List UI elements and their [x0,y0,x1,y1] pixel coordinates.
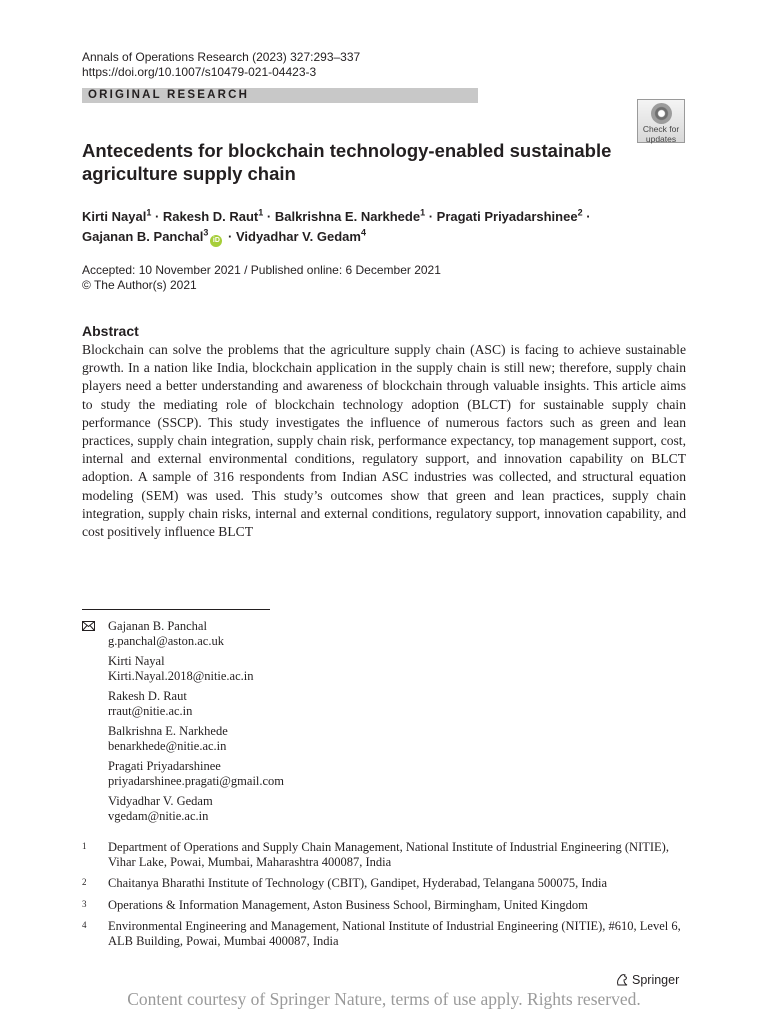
copyright-line: © The Author(s) 2021 [82,277,197,292]
orcid-icon[interactable]: iD [210,235,222,247]
contact-email[interactable]: priyadarshinee.pragati@gmail.com [108,773,285,788]
section-label: ORIGINAL RESEARCH [82,88,478,103]
contact-email[interactable]: Kirti.Nayal.2018@nitie.ac.in [108,668,254,683]
affiliation-number: 2 [82,877,87,887]
contact-name: Kirti Nayal [108,654,165,668]
journal-header [82,50,360,80]
abstract-text: Blockchain can solve the problems that the agriculture supply chain (ASC) is facing to achieve sustainable growth. In a nation like India, blockchain application in the supply chain is still new; therefore, supply chain players need a better understanding and awareness of blockchain through valuable insights. This article aims to study the mediating role of blockchain technology adoption (BLCT) for sustainable supply chain performance (SSCP). This study investigates the influence of numerous factors such as green and lean practices, supply chain integration, supply chain risk, performance expectancy, top management support, cost, internal and external environmental conditions, regulatory support, and innovation capability on BLCT adoption. A sample of 316 respondents from Indian ASC industries was collected, and structural equation modeling (SEM) was used. This study’s outcomes show that green and lean practices, supply chain integration, supply chain risks, internal and external conditions, regulatory support, innovation capability, and cost positively influence BLCT [82,342,686,540]
contact-email[interactable]: rraut@nitie.ac.in [108,703,193,718]
envelope-icon [82,621,95,631]
author-affil-ref: 3 [203,227,209,238]
contact-entry [108,654,284,683]
affiliation-entry [82,898,692,913]
author-name[interactable]: Vidyadhar V. Gedam [235,229,361,244]
springer-logo-icon [615,973,629,987]
courtesy-notice: Content courtesy of Springer Nature, terms of use apply. Rights reserved. [127,989,641,1009]
affiliation-text: Operations & Information Management, Aston Business School, Birmingham, United Kingdom [108,897,588,912]
affiliation-number: 1 [82,841,87,851]
abstract-heading: Abstract [82,323,139,339]
check-updates-line2: updates [645,134,677,144]
author-affil-ref: 1 [146,207,152,218]
contact-entry [108,724,284,753]
contact-list [108,619,284,829]
author-affil-ref: 1 [420,207,426,218]
author-name[interactable]: Kirti Nayal [82,209,147,224]
contact-email[interactable]: vgedam@nitie.ac.in [108,808,209,823]
affiliation-text: Department of Operations and Supply Chain Management, National Institute of Industrial Engineering (NITIE), Vihar Lake, Powai, Mumbai, Maharashtra 400087, India [108,840,669,869]
accepted-published-date: Accepted: 10 November 2021 / Published online: 6 December 2021 [82,263,441,277]
contact-name: Balkrishna E. Narkhede [108,724,228,738]
affiliation-list [82,840,692,955]
contact-email[interactable]: benarkhede@nitie.ac.in [108,738,227,753]
author-list: Kirti Nayal$^1$ · Rakesh D. Raut$^1$ · Balkrishna E. Narkhede$^1$ · Pragati Priyadarshinee$^2$ · Gajanan B. Panchal$^3$iD · Vidyadhar V. Gedam$^4$ [82,207,692,247]
footnote-divider [82,609,270,610]
affiliation-text: Environmental Engineering and Management, National Institute of Industrial Engineering (NITIE), #610, Level 6, ALB Building, Powai, Mumbai 400087, India [108,919,681,948]
publisher-logo [615,972,679,988]
affiliation-entry [82,919,692,948]
author-name[interactable]: Pragati Priyadarshinee [436,209,578,224]
author-name[interactable]: Rakesh D. Raut [162,209,259,224]
contact-name: Vidyadhar V. Gedam [108,794,213,808]
contact-name: Gajanan B. Panchal [108,619,207,633]
affiliation-entry [82,876,692,891]
author-name[interactable]: Balkrishna E. Narkhede [274,209,421,224]
author-affil-ref: 1 [258,207,264,218]
paper-title: Antecedents for blockchain technology-enabled sustainable agriculture supply chain [82,140,612,184]
contact-entry [108,619,284,648]
affiliation-number: 3 [82,898,87,909]
author-affil-ref: 2 [577,207,583,218]
publication-dates [82,263,441,292]
journal-citation: Annals of Operations Research (2023) 327:293–337 [82,50,361,64]
contact-email[interactable]: g.panchal@aston.ac.uk [108,633,224,648]
journal-doi[interactable]: https://doi.org/10.1007/s10479-021-04423-3 [82,65,317,79]
affiliation-text: Chaitanya Bharathi Institute of Technology (CBIT), Gandipet, Hyderabad, Telangana 500075, India [108,876,608,890]
contact-entry [108,759,284,788]
contact-name: Rakesh D. Raut [108,689,187,703]
contact-entry [108,794,284,823]
author-affil-ref: 4 [360,227,366,238]
contact-entry [108,689,284,718]
affiliation-entry [82,840,692,869]
affiliation-number: 4 [82,920,87,930]
publisher-name: Springer [632,973,680,987]
check-updates-line1: Check for [642,124,680,134]
contact-name: Pragati Priyadarshinee [108,759,221,773]
author-name[interactable]: Gajanan B. Panchal [82,229,204,244]
check-updates-icon [651,103,672,124]
check-updates-badge[interactable] [637,99,685,143]
